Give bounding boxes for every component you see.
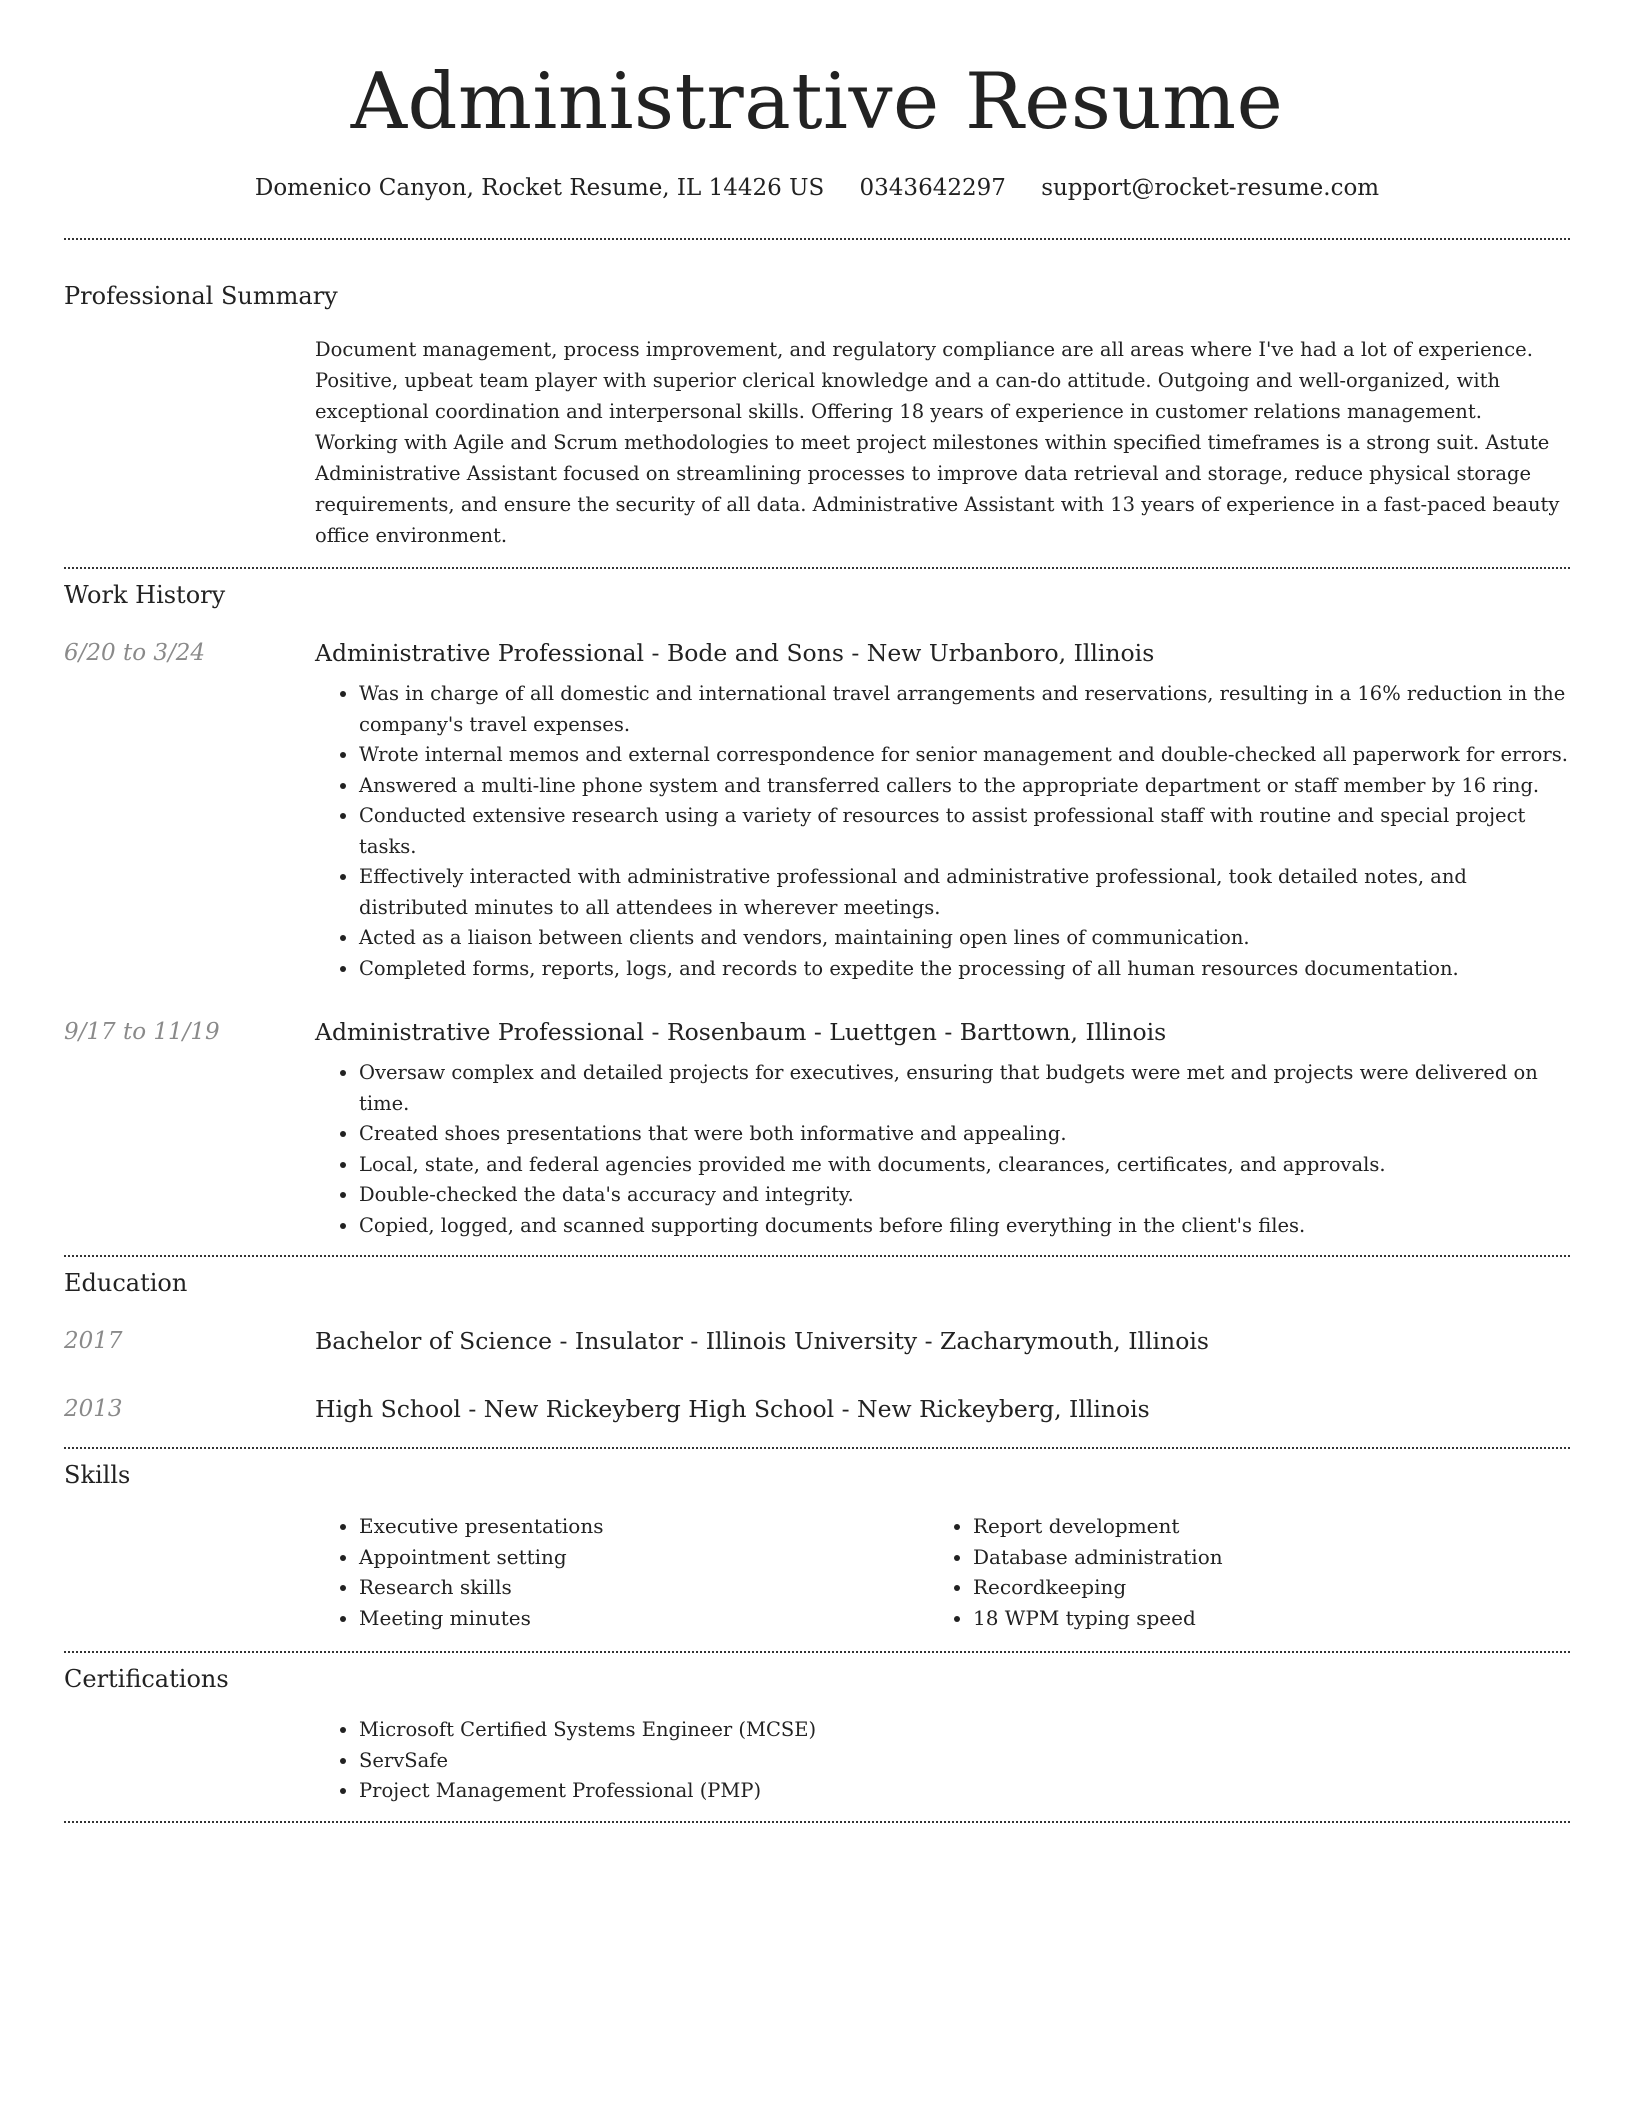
job-bullets <box>315 679 1570 984</box>
certifications-list <box>315 1715 1570 1807</box>
certifications-heading: Certifications <box>64 1665 229 1693</box>
education-entry <box>64 1325 1570 1357</box>
list-item: • Local, state, and federal agencies provided me with documents, clearances, certificates, and approvals. <box>359 1150 1570 1181</box>
contact-email: support@rocket-resume.com <box>1041 175 1380 201</box>
education-year: 2013 <box>64 1396 123 1422</box>
section-divider <box>64 567 1570 569</box>
education-heading: Education <box>64 1269 188 1297</box>
education-year: 2017 <box>64 1328 123 1354</box>
list-item: • Wrote internal memos and external correspondence for senior management and double-checked all paperwork for errors. <box>359 740 1570 771</box>
job-title: Administrative Professional - Bode and Sons - New Urbanboro, Illinois <box>315 639 1155 667</box>
list-item: • Answered a multi-line phone system and transferred callers to the appropriate department or staff member by 16 ring. <box>359 771 1570 802</box>
skills-list-right <box>929 1511 1543 1633</box>
section-divider <box>64 1447 1570 1449</box>
certifications-section <box>64 1663 1570 1807</box>
education-degree: High School - New Rickeyberg High School - New Rickeyberg, Illinois <box>315 1395 1150 1423</box>
list-item: • Database administration <box>973 1542 1543 1573</box>
education-entry <box>64 1393 1570 1425</box>
section-divider <box>64 1651 1570 1653</box>
resume-title: Administrative Resume <box>350 57 1284 147</box>
job-entry <box>64 1016 1570 1241</box>
list-item: • Research skills <box>359 1572 929 1603</box>
job-title: Administrative Professional - Rosenbaum - Luettgen - Barttown, Illinois <box>315 1018 1167 1046</box>
summary-heading: Professional Summary <box>64 282 338 310</box>
job-bullets <box>315 1058 1570 1241</box>
list-item: • Oversaw complex and detailed projects for executives, ensuring that budgets were met and projects were delivered on time. <box>359 1058 1570 1119</box>
work-history-heading: Work History <box>64 581 226 609</box>
skills-list-left <box>315 1511 929 1633</box>
skills-section <box>64 1459 1570 1633</box>
list-item: • ServSafe <box>359 1746 1570 1777</box>
list-item: • Effectively interacted with administrative professional and administrative professional, took detailed notes, and distributed minutes to all attendees in wherever meetings. <box>359 862 1570 923</box>
list-item: • Copied, logged, and scanned supporting documents before filing everything in the client's files. <box>359 1211 1570 1242</box>
list-item: • 18 WPM typing speed <box>973 1603 1543 1634</box>
list-item: • Double-checked the data's accuracy and integrity. <box>359 1180 1570 1211</box>
section-divider <box>64 1255 1570 1257</box>
list-item: • Executive presentations <box>359 1511 929 1542</box>
resume-page <box>64 0 1570 1823</box>
list-item: • Project Management Professional (PMP) <box>359 1776 1570 1807</box>
list-item: • Recordkeeping <box>973 1572 1543 1603</box>
list-item: • Acted as a liaison between clients and vendors, maintaining open lines of communication. <box>359 923 1570 954</box>
list-item: • Appointment setting <box>359 1542 929 1573</box>
section-divider <box>64 238 1570 240</box>
job-dates: 9/17 to 11/19 <box>64 1019 220 1045</box>
contact-address: Domenico Canyon, Rocket Resume, IL 14426 US <box>254 175 825 201</box>
section-divider <box>64 1821 1570 1823</box>
list-item: • Completed forms, reports, logs, and records to expedite the processing of all human resources documentation. <box>359 954 1570 985</box>
job-dates: 6/20 to 3/24 <box>64 640 206 666</box>
list-item: • Created shoes presentations that were both informative and appealing. <box>359 1119 1570 1150</box>
job-entry <box>64 637 1570 984</box>
contact-line <box>64 172 1570 204</box>
education-section <box>64 1267 1570 1425</box>
list-item: • Microsoft Certified Systems Engineer (MCSE) <box>359 1715 1570 1746</box>
list-item: • Was in charge of all domestic and international travel arrangements and reservations, resulting in a 16% reduction in the company's travel expenses. <box>359 679 1570 740</box>
contact-phone: 0343642297 <box>859 175 1006 201</box>
education-degree: Bachelor of Science - Insulator - Illinois University - Zacharymouth, Illinois <box>315 1327 1209 1355</box>
summary-text: Document management, process improvement, and regulatory compliance are all areas where I've had a lot of experience. Positive, upbeat team player with superior clerical knowledge and a can-do attitude. Outgoing and well-organized, with exceptional coordination and interpersonal skills. Offering 18 years of experience in customer relations management. Working with Agile and Scrum methodologies to meet project milestones within specified timeframes is a strong suit. Astute Administrative Assistant focused on streamlining processes to improve data retrieval and storage, reduce physical storage requirements, and ensure the security of all data. Administrative Assistant with 13 years of experience in a fast-paced beauty office environment. <box>315 338 1560 547</box>
skills-columns <box>315 1511 1570 1633</box>
work-history-section <box>64 579 1570 1241</box>
list-item: • Meeting minutes <box>359 1603 929 1634</box>
list-item: • Conducted extensive research using a variety of resources to assist professional staff with routine and special project tasks. <box>359 801 1570 862</box>
list-item: • Report development <box>973 1511 1543 1542</box>
skills-heading: Skills <box>64 1461 131 1489</box>
summary-section <box>64 280 1570 551</box>
